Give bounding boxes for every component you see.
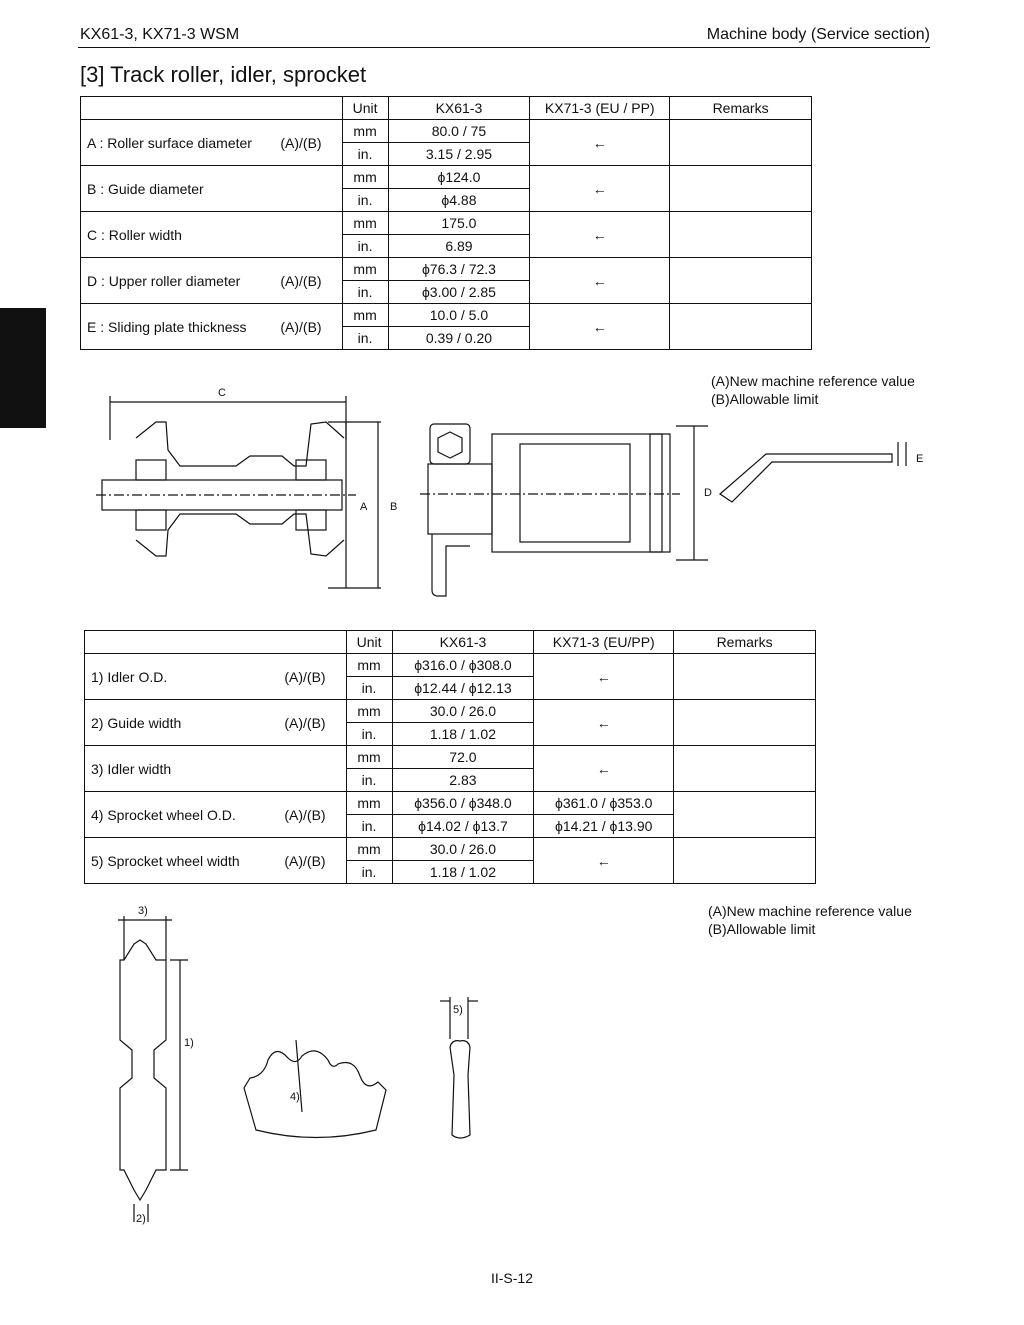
kx61-in-value: ϕ3.00 / 2.85	[388, 281, 530, 304]
table-row	[81, 120, 812, 143]
kx61-mm-value: ϕ356.0 / ϕ348.0	[392, 792, 534, 815]
header-kx71: KX71-3 (EU / PP)	[530, 97, 670, 120]
unit-mm: mm	[346, 792, 392, 815]
table-row	[81, 304, 812, 327]
header-kx61: KX61-3	[392, 631, 534, 654]
spec-item-label	[85, 654, 347, 700]
table-row	[81, 212, 812, 235]
spec-item-label	[81, 212, 343, 258]
kx71-mm-value: ϕ361.0 / ϕ353.0	[534, 792, 674, 815]
legend-a: (A)New machine reference value	[711, 373, 915, 389]
spec-item-text: 1) Idler O.D.	[91, 668, 168, 685]
table-row	[85, 700, 816, 723]
track-roller-drawing	[96, 380, 416, 600]
spec-item-ab-note: (A)/(B)	[280, 272, 322, 289]
kx61-in-value: 6.89	[388, 235, 530, 258]
kx71-in-value: ϕ14.21 / ϕ13.90	[534, 815, 674, 838]
unit-in: in.	[346, 723, 392, 746]
spec-item-text: B : Guide diameter	[87, 180, 204, 197]
header-rule	[78, 47, 930, 48]
spec-item-ab-note: (A)/(B)	[280, 318, 322, 335]
dim-label-1: 1)	[184, 1037, 194, 1049]
remarks-cell	[670, 304, 812, 350]
header-remarks: Remarks	[674, 631, 816, 654]
dim-label-e: E	[916, 453, 924, 465]
header-unit: Unit	[346, 631, 392, 654]
remarks-cell	[670, 166, 812, 212]
sliding-plate-drawing	[712, 432, 932, 522]
remarks-cell	[674, 838, 816, 884]
section-title: [3] Track roller, idler, sprocket	[80, 62, 367, 87]
track-roller-spec-table	[80, 96, 812, 350]
dim-label-a: A	[360, 501, 368, 513]
spec-item-ab-note: (A)/(B)	[284, 806, 326, 823]
kx71-mm-value: ←	[534, 838, 674, 884]
sprocket-tooth-drawing	[430, 995, 490, 1145]
sprocket-drawing	[236, 1020, 396, 1150]
header-remarks: Remarks	[670, 97, 812, 120]
table-header-row	[85, 631, 816, 654]
header-unit: Unit	[342, 97, 388, 120]
remarks-cell	[670, 258, 812, 304]
spec-item-label	[85, 792, 347, 838]
spec-item-label	[85, 838, 347, 884]
header-kx61: KX61-3	[388, 97, 530, 120]
dim-label-b: B	[390, 501, 398, 513]
spec-item-text: 4) Sprocket wheel O.D.	[91, 806, 236, 823]
legend-a: (A)New machine reference value	[708, 903, 912, 919]
kx71-mm-value: ←	[534, 700, 674, 746]
spec-item-label	[85, 700, 347, 746]
spec-item-text: C : Roller width	[87, 226, 182, 243]
legend-note-2	[708, 902, 912, 938]
dim-label-3: 3)	[138, 905, 148, 917]
dim-label-4: 4)	[290, 1091, 300, 1103]
kx61-in-value: 1.18 / 1.02	[392, 723, 534, 746]
kx71-mm-value: ←	[534, 654, 674, 700]
kx61-mm-value: 175.0	[388, 212, 530, 235]
kx71-value: ←	[530, 304, 670, 350]
unit-mm: mm	[342, 120, 388, 143]
spec-item-ab-note: (A)/(B)	[280, 134, 322, 151]
spec-item-text: D : Upper roller diameter	[87, 272, 241, 289]
spec-item-text: 3) Idler width	[91, 760, 172, 777]
unit-in: in.	[346, 815, 392, 838]
kx61-in-value: 1.18 / 1.02	[392, 861, 534, 884]
header-blank	[85, 631, 347, 654]
table-row	[81, 166, 812, 189]
kx61-in-value: 2.83	[392, 769, 534, 792]
unit-in: in.	[346, 677, 392, 700]
spec-item-ab-note: (A)/(B)	[284, 668, 326, 685]
spec-item-label	[81, 120, 343, 166]
spec-item-text: 5) Sprocket wheel width	[91, 852, 240, 869]
section-tab-marker	[0, 308, 46, 428]
unit-in: in.	[342, 235, 388, 258]
spec-item-ab-note: (A)/(B)	[284, 714, 326, 731]
kx61-mm-value: ϕ124.0	[388, 166, 530, 189]
spec-item-text: A : Roller surface diameter	[87, 134, 252, 151]
table-row	[85, 792, 816, 815]
legend-note-1	[711, 372, 915, 408]
kx61-in-value: ϕ12.44 / ϕ12.13	[392, 677, 534, 700]
kx61-mm-value: ϕ316.0 / ϕ308.0	[392, 654, 534, 677]
upper-roller-drawing	[410, 410, 730, 610]
kx71-value: ←	[530, 258, 670, 304]
spec-item-label	[81, 304, 343, 350]
unit-mm: mm	[342, 304, 388, 327]
page-number: II-S-12	[490, 1270, 533, 1286]
unit-in: in.	[346, 769, 392, 792]
spec-item-text: E : Sliding plate thickness	[87, 318, 247, 335]
idler-sprocket-spec-table	[84, 630, 816, 884]
kx61-in-value: ϕ4.88	[388, 189, 530, 212]
kx61-mm-value: 72.0	[392, 746, 534, 769]
kx71-mm-value: ←	[534, 746, 674, 792]
header-right: Machine body (Service section)	[706, 26, 930, 43]
legend-b: (B)Allowable limit	[708, 921, 816, 937]
header-left: KX61-3, KX71-3 WSM	[80, 26, 240, 43]
remarks-cell	[674, 700, 816, 746]
dim-label-d: D	[704, 487, 712, 499]
kx71-value: ←	[530, 166, 670, 212]
unit-mm: mm	[346, 700, 392, 723]
spec-item-label	[85, 746, 347, 792]
unit-in: in.	[342, 189, 388, 212]
kx61-in-value: ϕ14.02 / ϕ13.7	[392, 815, 534, 838]
unit-in: in.	[342, 327, 388, 350]
unit-mm: mm	[342, 212, 388, 235]
unit-mm: mm	[346, 838, 392, 861]
remarks-cell	[674, 654, 816, 700]
kx61-mm-value: 30.0 / 26.0	[392, 700, 534, 723]
remarks-cell	[670, 120, 812, 166]
unit-in: in.	[342, 281, 388, 304]
unit-mm: mm	[346, 746, 392, 769]
kx61-mm-value: 10.0 / 5.0	[388, 304, 530, 327]
kx61-mm-value: 80.0 / 75	[388, 120, 530, 143]
spec-item-text: 2) Guide width	[91, 714, 182, 731]
table-row	[85, 838, 816, 861]
header-blank	[81, 97, 343, 120]
legend-b: (B)Allowable limit	[711, 391, 819, 407]
remarks-cell	[674, 746, 816, 792]
idler-drawing	[110, 900, 220, 1230]
kx61-in-value: 0.39 / 0.20	[388, 327, 530, 350]
remarks-cell	[670, 212, 812, 258]
table-row	[85, 654, 816, 677]
dim-label-2: 2)	[136, 1213, 146, 1225]
table-header-row	[81, 97, 812, 120]
kx61-in-value: 3.15 / 2.95	[388, 143, 530, 166]
unit-mm: mm	[342, 258, 388, 281]
dim-label-c: C	[218, 387, 226, 399]
spec-item-label	[81, 166, 343, 212]
kx61-mm-value: 30.0 / 26.0	[392, 838, 534, 861]
header-kx71: KX71-3 (EU/PP)	[534, 631, 674, 654]
unit-mm: mm	[346, 654, 392, 677]
unit-mm: mm	[342, 166, 388, 189]
unit-in: in.	[346, 861, 392, 884]
table-row	[81, 258, 812, 281]
spec-item-label	[81, 258, 343, 304]
kx71-value: ←	[530, 120, 670, 166]
unit-in: in.	[342, 143, 388, 166]
dim-label-5: 5)	[453, 1004, 463, 1016]
kx71-value: ←	[530, 212, 670, 258]
remarks-cell	[674, 792, 816, 838]
table-row	[85, 746, 816, 769]
kx61-mm-value: ϕ76.3 / 72.3	[388, 258, 530, 281]
spec-item-ab-note: (A)/(B)	[284, 852, 326, 869]
